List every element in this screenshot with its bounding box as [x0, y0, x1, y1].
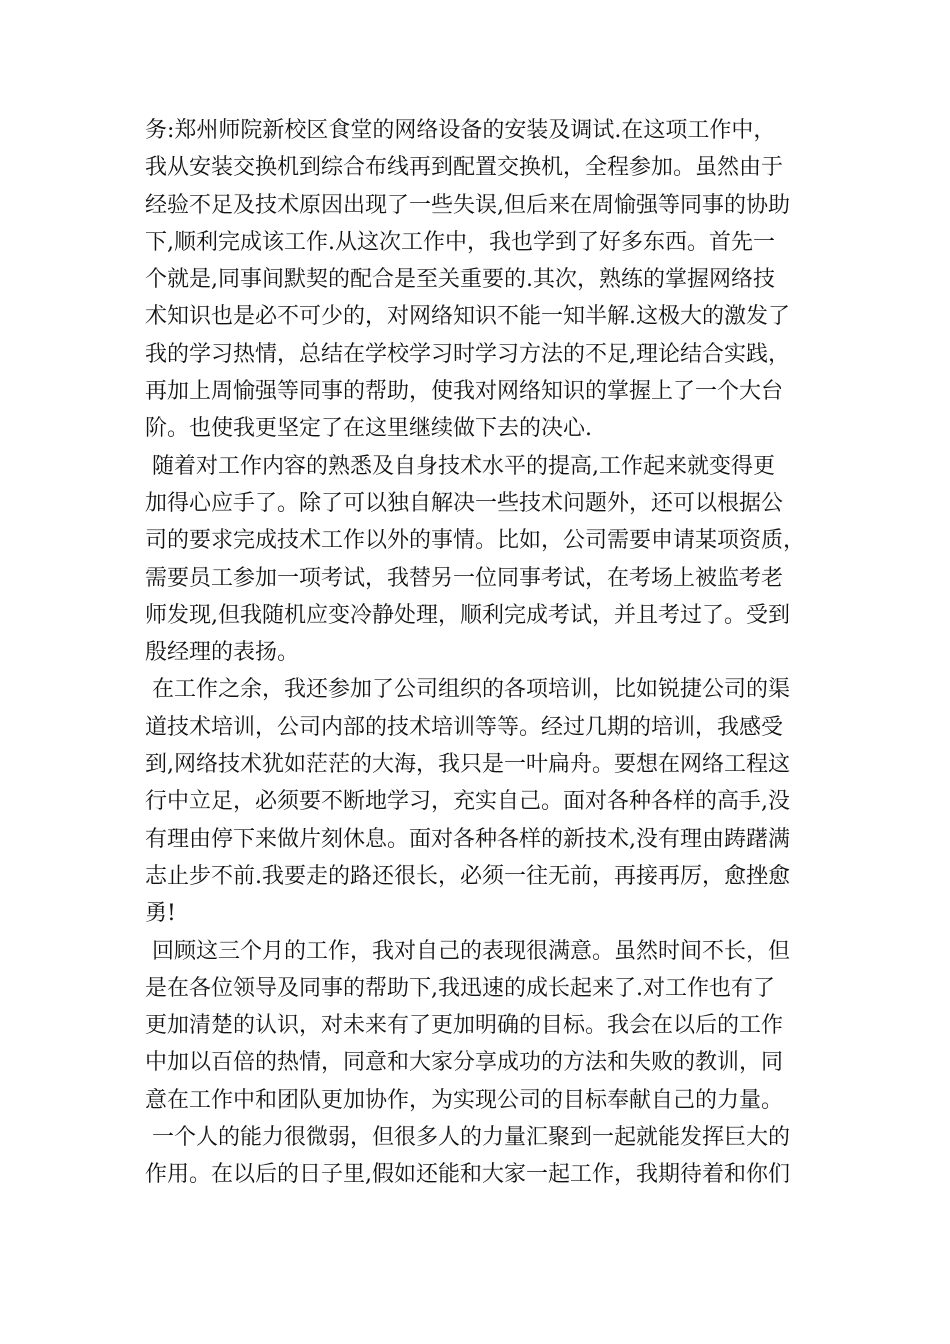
- text-line: 加得心应手了。除了可以独自解决一些技术问题外，还可以根据公: [145, 490, 784, 516]
- text-line: 志止步不前.我要走的路还很长，必须一往无前，再接再厉，愈挫愈: [145, 863, 790, 889]
- text-line: 行中立足，必须要不断地学习，充实自己。面对各种各样的高手,没: [145, 789, 790, 815]
- text-line: 再加上周愉强等同事的帮助，使我对网络知识的掌握上了一个大台: [145, 379, 784, 405]
- text-line: 务:郑州师院新校区食堂的网络设备的安装及调试.在这项工作中，: [145, 118, 776, 143]
- text-line: 道技术培训，公司内部的技术培训等等。经过几期的培训，我感受: [145, 714, 784, 740]
- text-line: 司的要求完成技术工作以外的事情。比如，公司需要申请某项资质，: [145, 528, 806, 554]
- text-line: 师发现,但我随机应变冷静处理，顺利完成考试，并且考过了。受到: [145, 602, 790, 628]
- text-line: 作用。在以后的日子里,假如还能和大家一起工作，我期待着和你们: [145, 1162, 790, 1188]
- text-line: 个就是,同事间默契的配合是至关重要的.其次，熟练的掌握网络技: [145, 267, 775, 293]
- text-line: 回顾这三个月的工作，我对自己的表现很满意。虽然时间不长，但: [145, 938, 790, 964]
- text-line: 一个人的能力很微弱，但很多人的力量汇聚到一起就能发挥巨大的: [145, 1125, 790, 1151]
- text-line: 需要员工参加一项考试，我替另一位同事考试，在考场上被监考老: [145, 565, 784, 591]
- text-line: 勇!: [145, 901, 176, 927]
- text-line: 阶。也使我更坚定了在这里继续做下去的决心.: [145, 416, 592, 442]
- text-line: 更加清楚的认识，对未来有了更加明确的目标。我会在以后的工作: [145, 1013, 784, 1039]
- text-line: 殷经理的表扬。: [145, 640, 300, 666]
- text-line: 意在工作中和团队更加协作，为实现公司的目标奉献自己的力量。: [145, 1087, 784, 1113]
- text-line: 下,顺利完成该工作.从这次工作中，我也学到了好多东西。首先一: [145, 229, 775, 255]
- document-body: [145, 112, 810, 1194]
- text-line: 我的学习热情，总结在学校学习时学习方法的不足,理论结合实践，: [145, 341, 790, 367]
- text-line: 在工作之余，我还参加了公司组织的各项培训，比如锐捷公司的渠: [145, 677, 790, 703]
- text-line: 我从安装交换机到综合布线再到配置交换机，全程参加。虽然由于: [145, 155, 784, 181]
- text-line: 中加以百倍的热情，同意和大家分享成功的方法和失败的教训，同: [145, 1050, 784, 1076]
- text-line: 到,网络技术犹如茫茫的大海，我只是一叶扁舟。要想在网络工程这: [145, 752, 790, 778]
- text-line: 是在各位领导及同事的帮助下,我迅速的成长起来了.对工作也有了: [145, 975, 775, 1001]
- text-line: 随着对工作内容的熟悉及自身技术水平的提高,工作起来就变得更: [145, 453, 775, 479]
- text-line: 经验不足及技术原因出现了一些失误,但后来在周愉强等同事的协助: [145, 192, 790, 218]
- text-line: 有理由停下来做片刻休息。面对各种各样的新技术,没有理由踌躇满: [145, 826, 790, 852]
- text-line: 术知识也是必不可少的，对网络知识不能一知半解.这极大的激发了: [145, 304, 790, 330]
